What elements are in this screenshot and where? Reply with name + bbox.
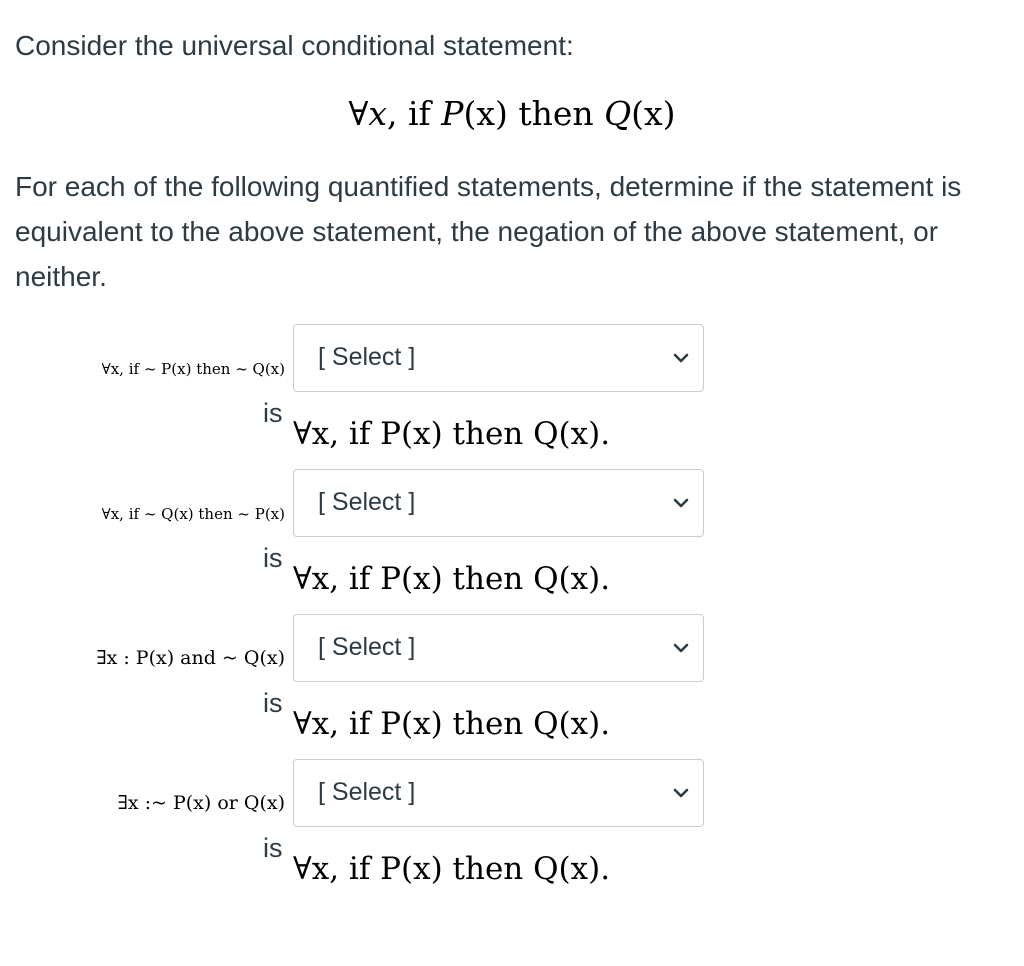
chevron-down-icon xyxy=(673,497,689,509)
display-statement xyxy=(0,94,1024,133)
question-4-statement: ∃x :~ P(x) or Q(x) xyxy=(117,792,285,814)
display-p: P xyxy=(441,94,464,133)
chevron-down-icon xyxy=(673,642,689,654)
chevron-down-icon xyxy=(673,352,689,364)
display-arg2: (x) xyxy=(631,94,676,133)
chevron-down-icon xyxy=(673,787,689,799)
question-2-connector: is xyxy=(263,543,283,573)
intro-text: Consider the universal conditional statement: xyxy=(15,30,574,61)
display-sep: , if xyxy=(386,94,442,133)
question-2-select-value: [ Select ] xyxy=(318,488,416,516)
question-3-select-value: [ Select ] xyxy=(318,633,416,661)
question-4-connector: is xyxy=(263,833,283,863)
question-2-statement: ∀x, if ~ Q(x) then ~ P(x) xyxy=(101,505,285,523)
display-arg1: (x) xyxy=(463,94,508,133)
question-1-select-value: [ Select ] xyxy=(318,343,416,371)
question-1-select[interactable] xyxy=(293,324,704,392)
question-1-target: ∀x, if P(x) then Q(x). xyxy=(293,416,611,452)
display-quantifier: ∀ xyxy=(348,94,369,133)
question-4-target: ∀x, if P(x) then Q(x). xyxy=(293,851,611,887)
question-3-select[interactable] xyxy=(293,614,704,682)
question-2-select[interactable] xyxy=(293,469,704,537)
question-1-statement: ∀x, if ~ P(x) then ~ Q(x) xyxy=(101,360,285,378)
instructions-text: For each of the following quantified statements, determine if the statement is equivalent to the above statement, the negation of the above statement, or neither. xyxy=(15,171,962,292)
question-4-select-value: [ Select ] xyxy=(318,778,416,806)
display-then: then xyxy=(507,94,605,133)
question-1-connector: is xyxy=(263,398,283,428)
question-3-target: ∀x, if P(x) then Q(x). xyxy=(293,706,611,742)
display-q: Q xyxy=(604,94,632,133)
question-4-select[interactable] xyxy=(293,759,704,827)
question-3-statement: ∃x : P(x) and ~ Q(x) xyxy=(96,647,285,669)
question-3-connector: is xyxy=(263,688,283,718)
question-2-target: ∀x, if P(x) then Q(x). xyxy=(293,561,611,597)
display-var: x xyxy=(368,94,387,133)
